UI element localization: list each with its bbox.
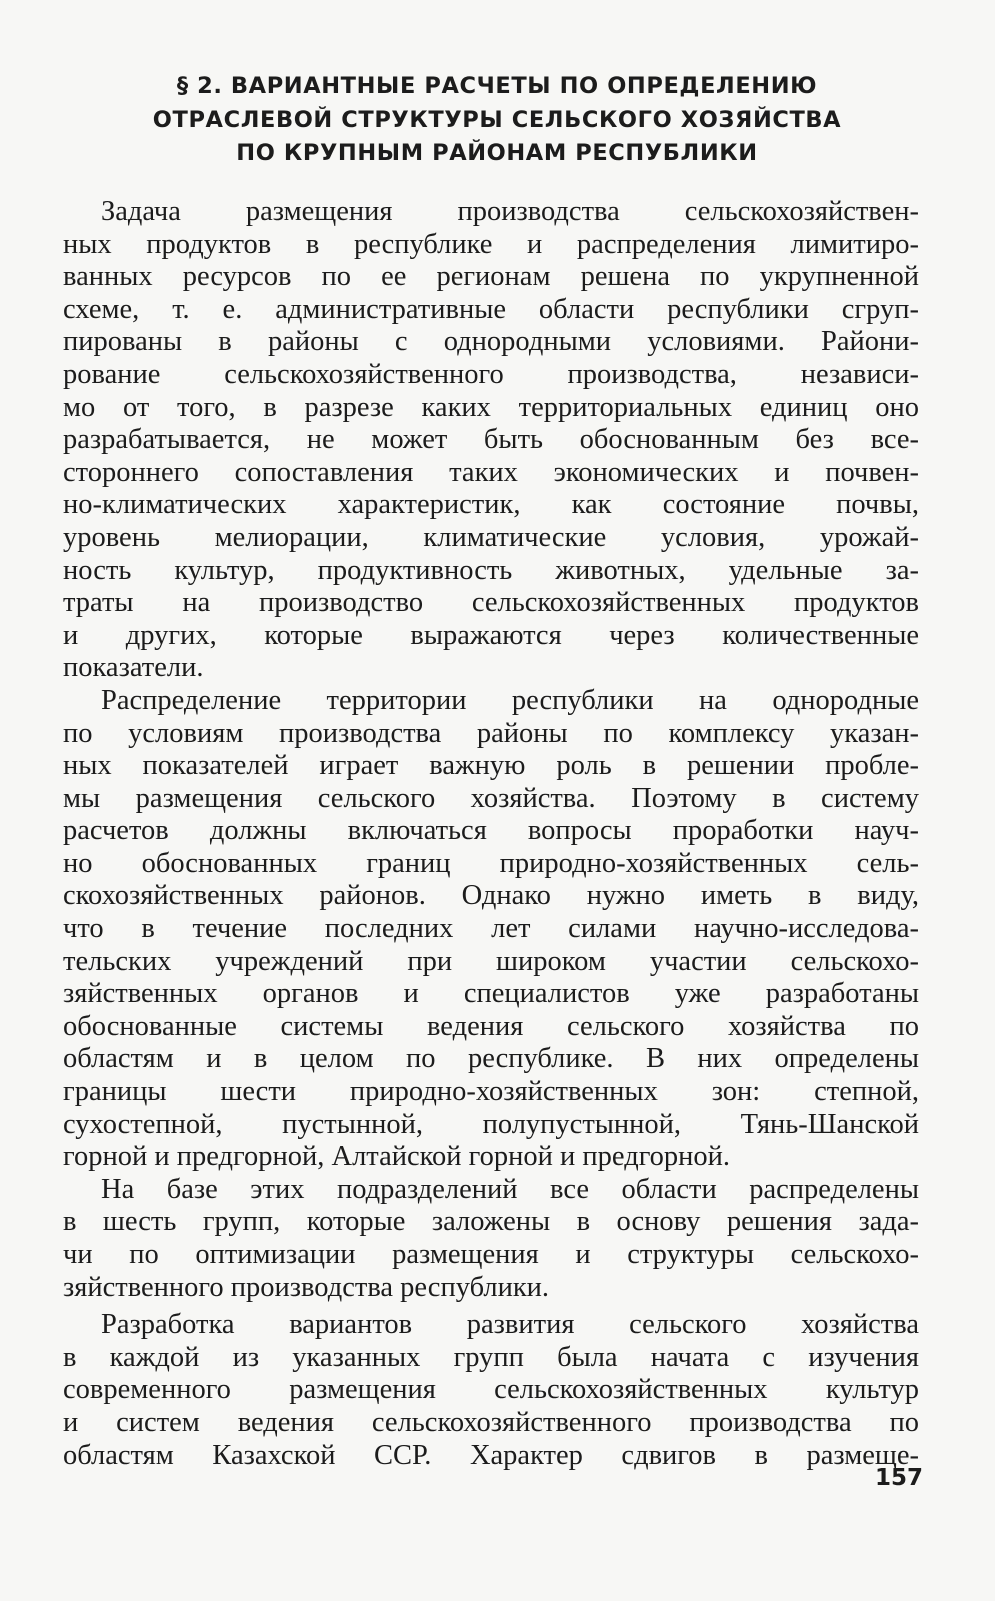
paragraph-4: [63, 1309, 919, 1472]
text-line: и других, которые выражаются через количественные: [63, 619, 919, 651]
paragraph-3: [63, 1174, 919, 1304]
page-number: 157: [874, 1465, 923, 1491]
text-line: ность культур, продуктивность животных, удельные за-: [63, 554, 919, 586]
text-line: тельских учреждений при широком участии сельскохо-: [63, 945, 919, 977]
text-line: в каждой из указанных групп была начата с изучения: [63, 1341, 919, 1373]
text-line: и систем ведения сельскохозяйственного производства по: [63, 1406, 919, 1438]
text-line: горной и предгорной, Алтайской горной и предгорной.: [63, 1141, 731, 1173]
text-line: но обоснованных границ природно-хозяйственных сель-: [63, 847, 919, 879]
text-line: в шесть групп, которые заложены в основу решения зада-: [63, 1206, 919, 1238]
paragraph-1: [63, 196, 919, 685]
text-line: сухостепной, пустынной, полупустынной, Тянь-Шанской: [63, 1108, 919, 1140]
text-line: расчетов должны включаться вопросы проработки науч-: [63, 815, 919, 847]
text-line: пированы в районы с однородными условиями. Райони-: [63, 326, 919, 358]
paragraph-2: [63, 685, 919, 1174]
text-line: мо от того, в разрезе каких территориальных единиц оно: [63, 391, 919, 423]
text-line: ванных ресурсов по ее регионам решена по укрупненной: [63, 261, 919, 293]
text-line: обоснованные системы ведения сельского хозяйства по: [63, 1010, 919, 1042]
text-line: Задача размещения производства сельскохозяйствен-: [101, 196, 919, 227]
text-line: зяйственного производства республики.: [63, 1271, 550, 1303]
text-line: областям Казахской ССР. Характер сдвигов в размеще-: [63, 1439, 919, 1471]
text-line: уровень мелиорации, климатические условия, урожай-: [63, 521, 919, 553]
text-line: На базе этих подразделений все области распределены: [101, 1173, 919, 1205]
text-line: скохозяйственных районов. Однако нужно иметь в виду,: [63, 880, 919, 912]
text-line: Разработка вариантов развития сельского хозяйства: [101, 1309, 919, 1341]
text-line: современного размещения сельскохозяйственных культур: [63, 1374, 919, 1406]
text-line: по условиям производства районы по комплексу указан-: [63, 717, 919, 749]
text-line: но-климатических характеристик, как состояние почвы,: [63, 489, 919, 521]
text-line: областям и в целом по республике. В них определены: [63, 1043, 919, 1075]
text-line: рование сельскохозяйственного производства, независи-: [63, 358, 919, 390]
text-line: мы размещения сельского хозяйства. Поэтому в систему: [63, 782, 919, 814]
text-line: Распределение территории республики на однородные: [101, 684, 919, 716]
text-line: показатели.: [63, 652, 204, 684]
body-text: [63, 196, 919, 1472]
text-line: стороннего сопоставления таких экономических и почвен-: [63, 456, 919, 488]
heading-line: ОТРАСЛЕВОЙ СТРУКТУРЫ СЕЛЬСКОГО ХОЗЯЙСТВА: [152, 106, 842, 133]
text-line: ных продуктов в республике и распределения лимитиро-: [63, 228, 919, 260]
text-line: границы шести природно-хозяйственных зон: степной,: [63, 1076, 919, 1108]
heading-line: ПО КРУПНЫМ РАЙОНАМ РЕСПУБЛИКИ: [236, 140, 758, 166]
heading-line: § 2. ВАРИАНТНЫЕ РАСЧЕТЫ ПО ОПРЕДЕЛЕНИЮ: [176, 73, 818, 99]
text-line: чи по оптимизации размещения и структуры сельскохо-: [63, 1239, 919, 1270]
text-line: зяйственных органов и специалистов уже разработаны: [63, 978, 919, 1010]
text-line: ных показателей играет важную роль в решении пробле-: [63, 750, 919, 782]
section-heading: [62, 70, 932, 171]
text-line: схеме, т. е. административные области республики сгруп-: [63, 293, 919, 325]
text-line: траты на производство сельскохозяйственных продуктов: [63, 587, 919, 619]
text-line: что в течение последних лет силами научно-исследова-: [63, 913, 919, 945]
text-line: разрабатывается, не может быть обоснованным без все-: [63, 424, 919, 456]
